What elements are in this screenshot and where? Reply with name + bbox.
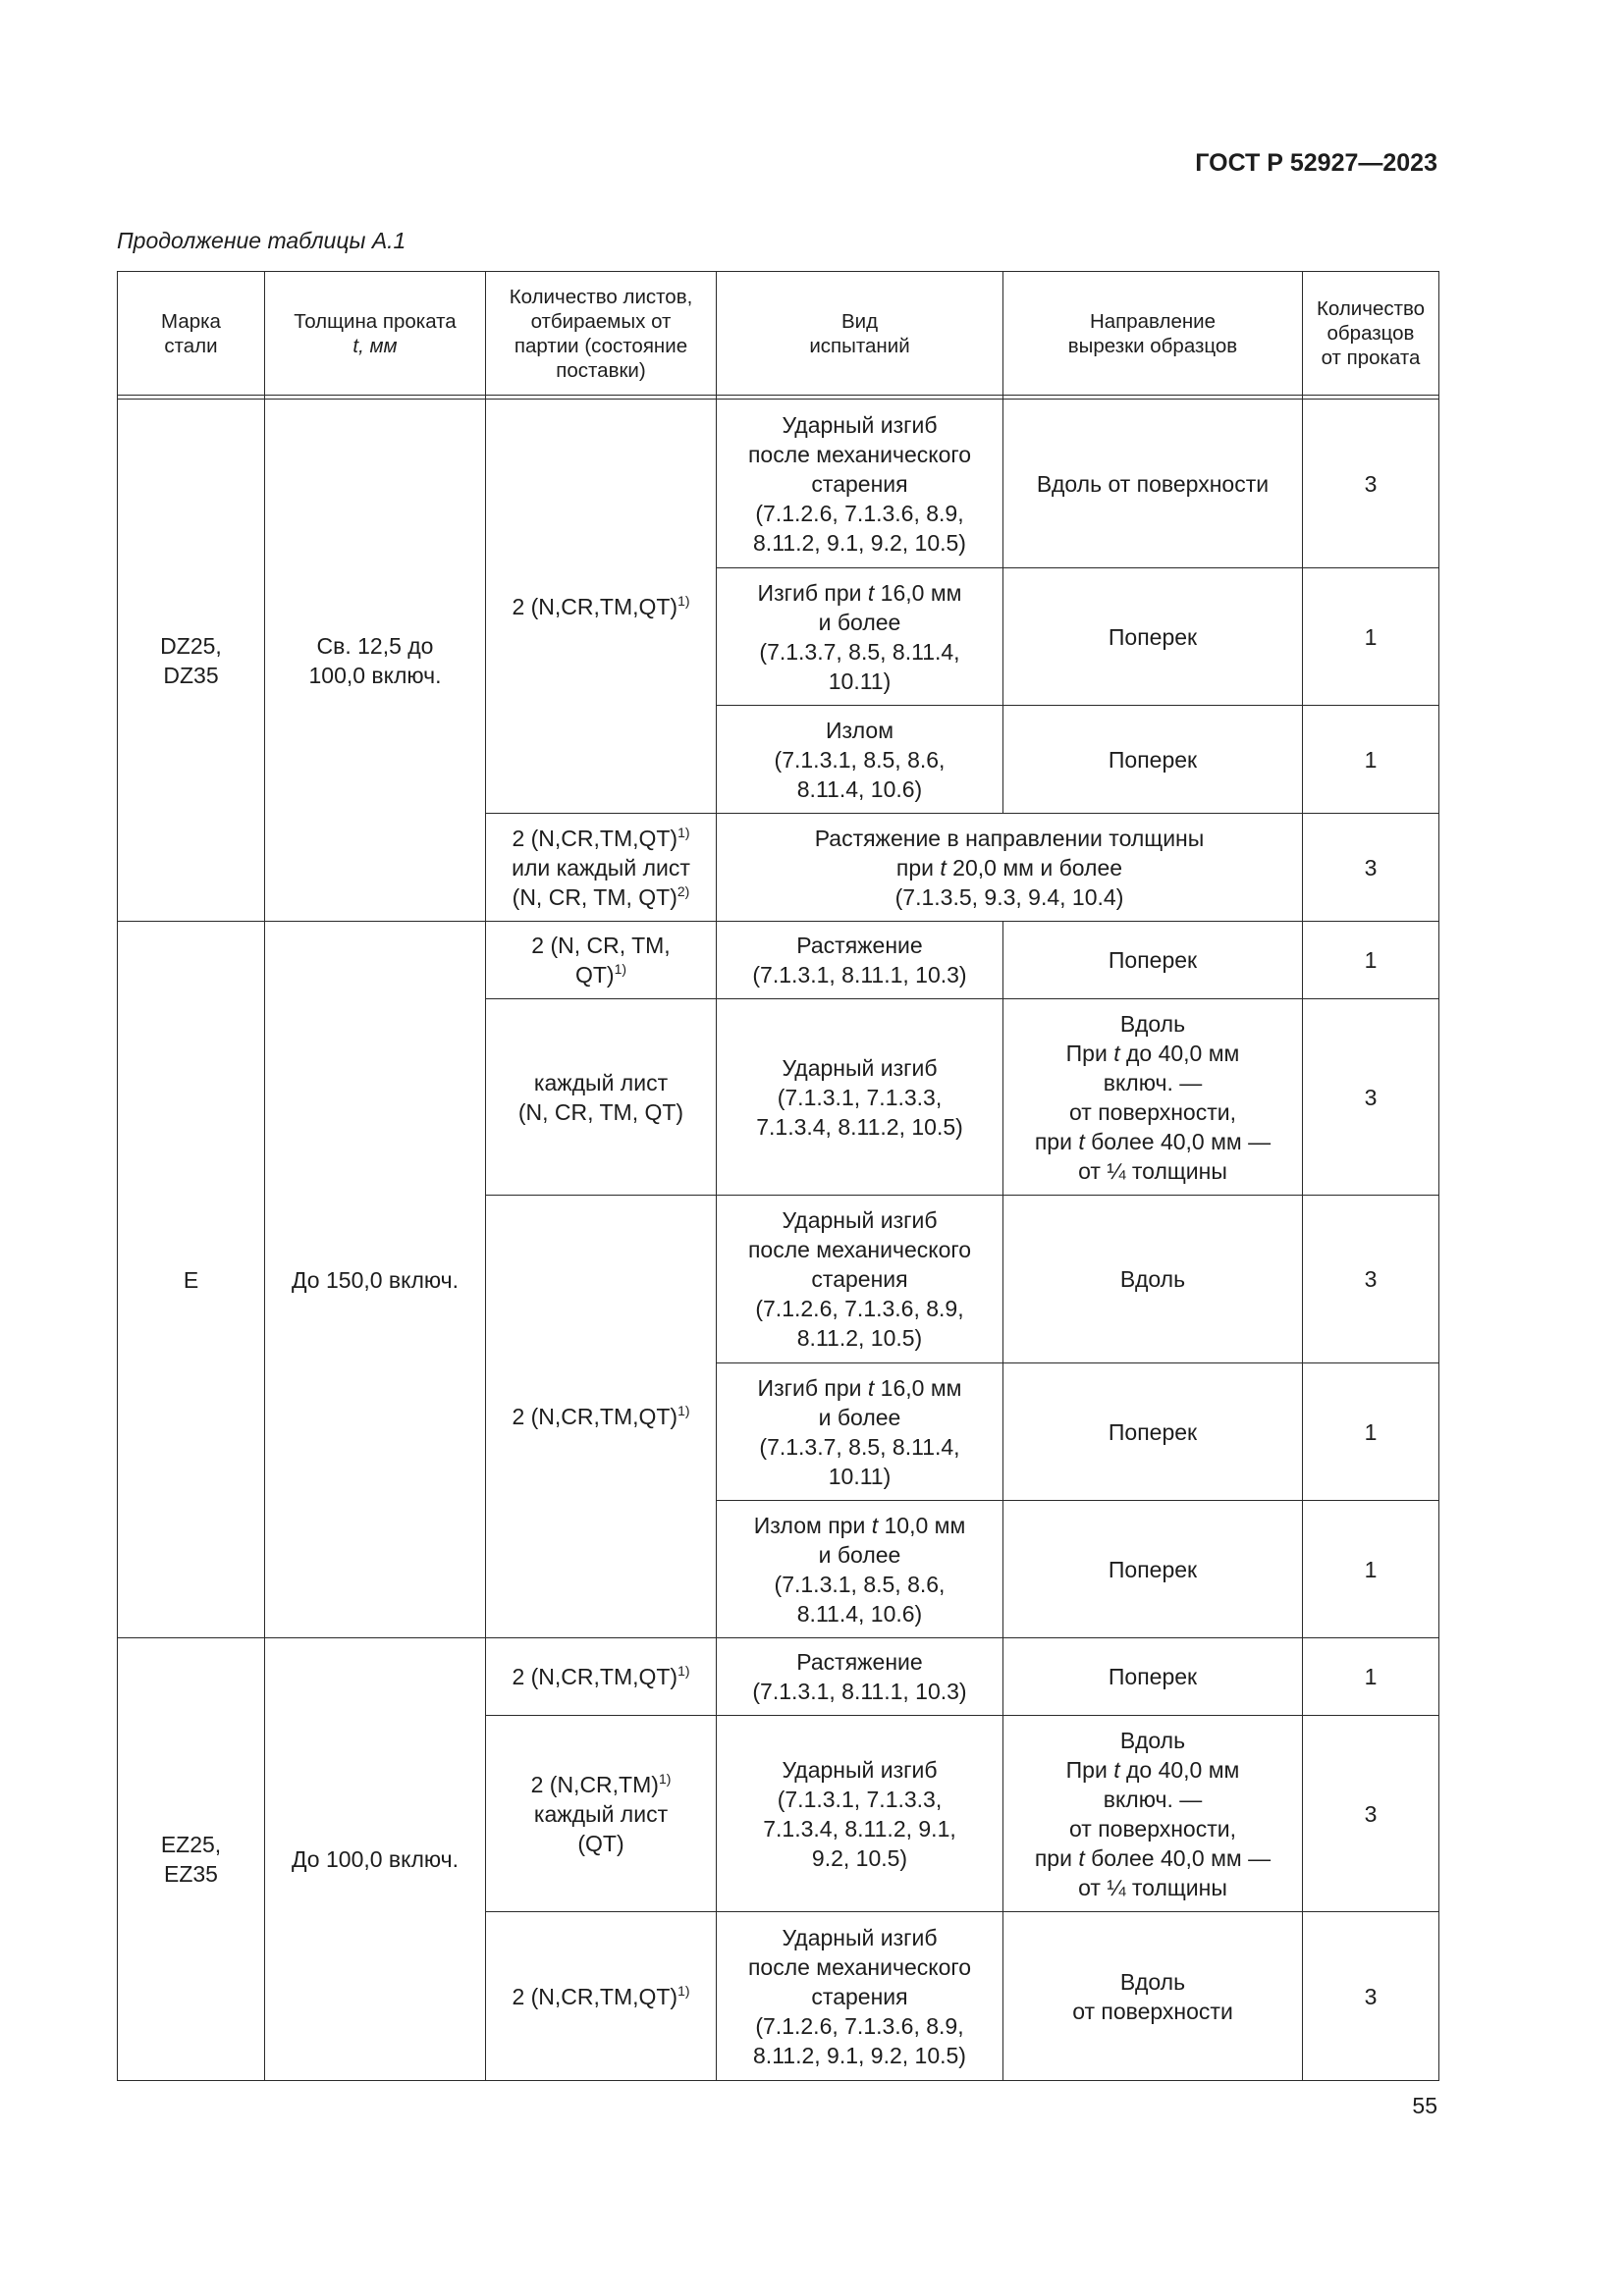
header-thickness: Толщина проката t, мм [265, 272, 486, 396]
table-row [118, 922, 1439, 999]
header-grade: Марка стали [118, 272, 265, 396]
sheets-cell: 2 $(N,CR,TM,QT)^{1)}$ [486, 1638, 717, 1716]
sheets-cell: каждый лист (N, CR, TM, QT) [486, 999, 717, 1196]
count-cell: 3 [1303, 999, 1439, 1196]
test-type-cell: Растяжение (7.1.3.1, 8.11.1, 10.3) [717, 1638, 1003, 1716]
direction-cell: Поперек [1003, 706, 1303, 814]
grade-cell: E [118, 922, 265, 1638]
header-direction: Направление вырезки образцов [1003, 272, 1303, 396]
direction-cell: Вдоль от поверхности [1003, 1912, 1303, 2081]
count-cell: 3 [1303, 400, 1439, 568]
test-type-cell: Ударный изгиб после механического старения (7.1.2.6, 7.1.3.6, 8.9, 8.11.2, 9.1, 9.2, 10.5) [717, 1912, 1003, 2081]
count-cell: 1 [1303, 922, 1439, 999]
count-cell: 1 [1303, 568, 1439, 706]
count-cell: 3 [1303, 1196, 1439, 1363]
direction-cell: Поперек [1003, 568, 1303, 706]
table-header-row [118, 272, 1439, 396]
test-type-cell: Ударный изгиб (7.1.3.1, 7.1.3.3, 7.1.3.4, 8.11.2, 10.5) [717, 999, 1003, 1196]
test-type-cell: Изгиб при t 16,0 мм и более (7.1.3.7, 8.5, 8.11.4, 10.11) [717, 568, 1003, 706]
direction-cell: Вдоль [1003, 1196, 1303, 1363]
count-cell: 3 [1303, 1716, 1439, 1912]
count-cell: 3 [1303, 814, 1439, 922]
sheets-cell: 2 (N, CR, TM, QT)$^{1)}$ [486, 922, 717, 999]
header-sheets: Количество листов, отбираемых от партии (состояние поставки) [486, 272, 717, 396]
tension-test-cell: Растяжение в направлении толщины при t 20,0 мм и более (7.1.3.5, 9.3, 9.4, 10.4) [717, 814, 1303, 922]
sheets-cell: 2 $(N,CR,TM,QT)^{1)}$ [486, 400, 717, 814]
grade-cell: DZ25, DZ35 [118, 400, 265, 922]
test-type-cell: Ударный изгиб после механического старения (7.1.2.6, 7.1.3.6, 8.9, 8.11.2, 10.5) [717, 1196, 1003, 1363]
test-type-cell: Излом при t 10,0 мм и более (7.1.3.1, 8.5, 8.6, 8.11.4, 10.6) [717, 1501, 1003, 1638]
header-test-type: Вид испытаний [717, 272, 1003, 396]
sheets-cell: 2 $(N,CR,TM)^{1)}$ каждый лист (QT) [486, 1716, 717, 1912]
header-count: Количество образцов от проката [1303, 272, 1439, 396]
thickness-cell: До 100,0 включ. [265, 1638, 486, 2081]
direction-cell: Вдоль При t до 40,0 мм включ. — от поверхности, при t более 40,0 мм — от ¼ толщины [1003, 1716, 1303, 1912]
count-cell: 1 [1303, 706, 1439, 814]
test-type-cell: Ударный изгиб после механического старения (7.1.2.6, 7.1.3.6, 8.9, 8.11.2, 9.1, 9.2, 10.5) [717, 400, 1003, 568]
test-type-cell: Изгиб при t 16,0 мм и более (7.1.3.7, 8.5, 8.11.4, 10.11) [717, 1363, 1003, 1501]
document-code: ГОСТ Р 52927—2023 [1195, 149, 1437, 177]
sheets-cell: 2 $(N,CR,TM,QT)^{1)}$ [486, 1912, 717, 2081]
direction-cell: Поперек [1003, 1501, 1303, 1638]
table-row [118, 1638, 1439, 1716]
test-type-cell: Растяжение (7.1.3.1, 8.11.1, 10.3) [717, 922, 1003, 999]
count-cell: 3 [1303, 1912, 1439, 2081]
direction-cell: Поперек [1003, 1363, 1303, 1501]
steel-testing-table [117, 271, 1439, 2081]
test-type-cell: Ударный изгиб (7.1.3.1, 7.1.3.3, 7.1.3.4, 8.11.2, 9.1, 9.2, 10.5) [717, 1716, 1003, 1912]
direction-cell: Вдоль При t до 40,0 мм включ. — от поверхности, при t более 40,0 мм — от ¼ толщины [1003, 999, 1303, 1196]
count-cell: 1 [1303, 1638, 1439, 1716]
thickness-cell: До 150,0 включ. [265, 922, 486, 1638]
grade-cell: EZ25, EZ35 [118, 1638, 265, 2081]
sheets-cell: 2 $(N,CR,TM,QT)^{1)}$ [486, 1196, 717, 1638]
test-type-cell: Излом (7.1.3.1, 8.5, 8.6, 8.11.4, 10.6) [717, 706, 1003, 814]
count-cell: 1 [1303, 1363, 1439, 1501]
table-row [118, 400, 1439, 568]
direction-cell: Поперек [1003, 922, 1303, 999]
count-cell: 1 [1303, 1501, 1439, 1638]
page-number: 55 [1412, 2093, 1437, 2118]
sheets-cell: 2 $(N,CR,TM,QT)^{1)}$ или каждый лист (N, CR, TM, QT)$^{2)}$ [486, 814, 717, 922]
table-caption: Продолжение таблицы А.1 [117, 228, 406, 253]
thickness-cell: Св. 12,5 до 100,0 включ. [265, 400, 486, 922]
direction-cell: Вдоль от поверхности [1003, 400, 1303, 568]
direction-cell: Поперек [1003, 1638, 1303, 1716]
